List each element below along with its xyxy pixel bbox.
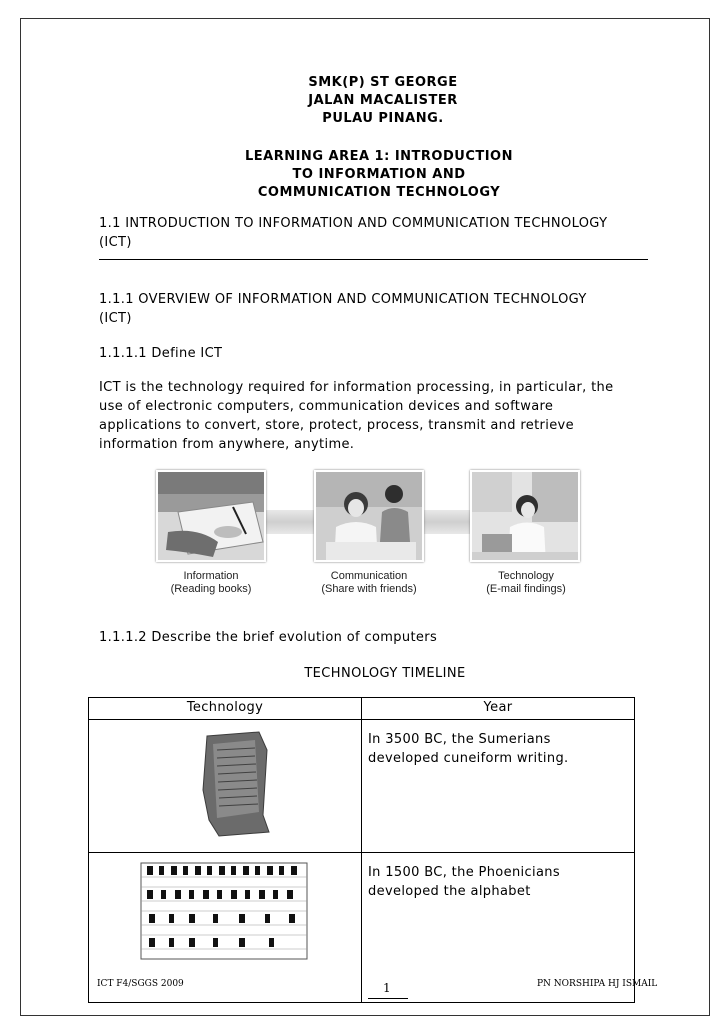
section-1-1-1-line1: 1.1.1 OVERVIEW OF INFORMATION AND COMMUNICATION TECHNOLOGY [99, 292, 587, 307]
footer-author: PN NORSHIPA HJ ISMAIL [537, 979, 658, 989]
technology-timeline-table [88, 697, 635, 1003]
cuneiform-tablet-image [89, 720, 361, 848]
section-1-1-1-line2: (ICT) [99, 311, 132, 326]
phoenician-alphabet-chart-image [89, 853, 361, 998]
definition-line-4: information from anywhere, anytime. [99, 437, 355, 452]
timeline-title: TECHNOLOGY TIMELINE [304, 666, 466, 681]
school-heading [0, 74, 728, 128]
definition-line-1: ICT is the technology required for information processing, in particular, the [99, 380, 614, 395]
row-1-year-line1: In 3500 BC, the Sumerians [368, 732, 551, 747]
reading-books-photo [156, 470, 266, 562]
section-1-1-1-2-heading: 1.1.1.2 Describe the brief evolution of computers [99, 630, 438, 645]
email-findings-photo [470, 470, 580, 562]
header-technology: Technology [89, 698, 362, 720]
page-number: 1 [383, 981, 391, 995]
section-1-1-1-heading [99, 290, 679, 328]
caption-communication-subtitle: (Share with friends) [321, 583, 417, 595]
ict-photo-figure [156, 470, 580, 610]
school-name: SMK(P) ST GEORGE [308, 75, 458, 90]
school-street: JALAN MACALISTER [308, 93, 458, 108]
share-with-friends-photo [314, 470, 424, 562]
row-2-year-line2: developed the alphabet [368, 884, 531, 899]
caption-communication-title: Communication [330, 570, 408, 582]
area-line-1: LEARNING AREA 1: INTRODUCTION [244, 149, 513, 164]
row-1-year-line2: developed cuneiform writing. [368, 751, 569, 766]
caption-information [141, 570, 281, 596]
definition-line-2: use of electronic computers, communication devices and software [99, 399, 554, 414]
school-city: PULAU PINANG. [322, 111, 444, 126]
table-row [89, 720, 635, 853]
ict-definition [99, 378, 679, 454]
row-2-year-line1: In 1500 BC, the Phoenicians [368, 865, 560, 880]
area-line-3: COMMUNICATION TECHNOLOGY [257, 185, 501, 200]
row-1-year-cell [362, 720, 635, 853]
section-1-1-1-1-heading: 1.1.1.1 Define ICT [99, 346, 223, 361]
caption-information-title: Information [183, 570, 239, 582]
section-divider [99, 259, 648, 260]
caption-technology-subtitle: (E-mail findings) [486, 583, 566, 595]
section-1-1-heading [99, 214, 679, 252]
caption-technology [456, 570, 596, 596]
footer-course-code: ICT F4/SGGS 2009 [97, 979, 184, 989]
section-1-1-line2: (ICT) [99, 235, 132, 250]
area-line-2: TO INFORMATION AND [292, 167, 466, 182]
cuneiform-image-cell [89, 720, 362, 853]
caption-information-subtitle: (Reading books) [170, 583, 252, 595]
definition-line-3: applications to convert, store, protect, process, transmit and retrieve [99, 418, 574, 433]
section-1-1-line1: 1.1 INTRODUCTION TO INFORMATION AND COMMUNICATION TECHNOLOGY [99, 216, 608, 231]
page-number-rule [368, 998, 408, 999]
header-year: Year [362, 698, 635, 720]
caption-communication [299, 570, 439, 596]
table-header-row [89, 698, 635, 720]
learning-area-heading [0, 148, 728, 202]
caption-technology-title: Technology [498, 570, 554, 582]
